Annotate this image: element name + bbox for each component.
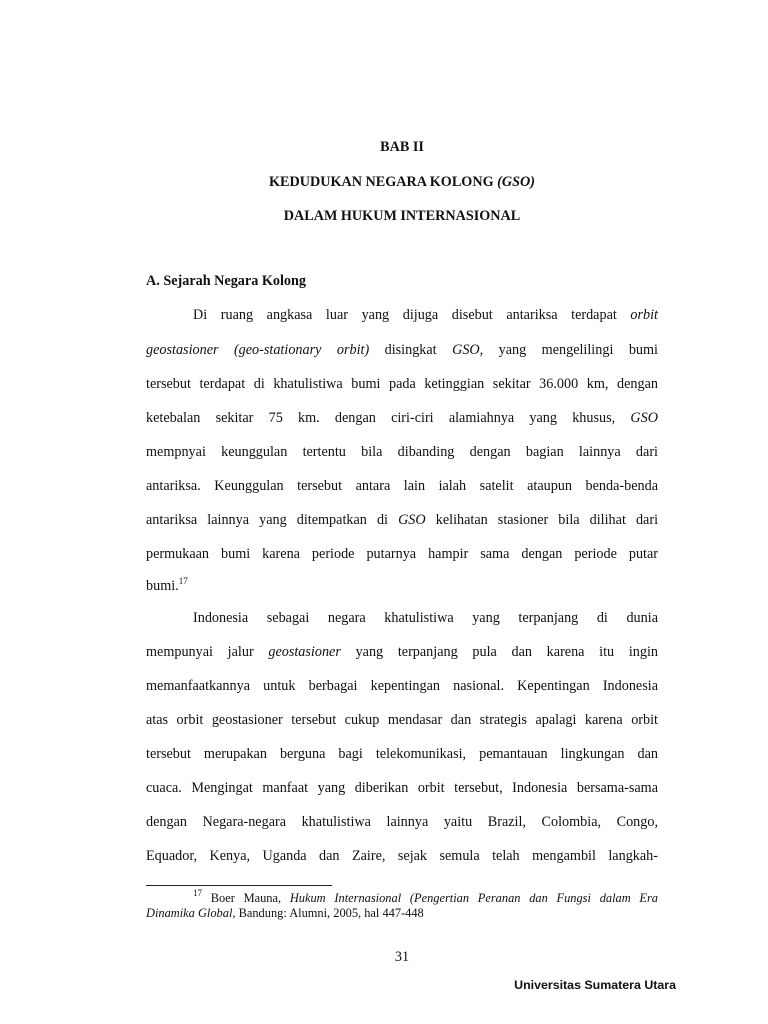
paragraph1-line: antariksa. Keunggulan tersebut antara lain ialah satelit ataupun benda-benda [146, 478, 658, 494]
footnote-divider [146, 885, 332, 886]
paragraph1-line: Di ruang angkasa luar yang dijuga disebut antariksa terdapat orbit [193, 307, 658, 323]
paragraph2-line: memanfaatkannya untuk berbagai kepentingan nasional. Kepentingan Indonesia [146, 678, 658, 694]
paragraph1-line: ketebalan sekitar 75 km. dengan ciri-ciri alamiahnya yang khusus, GSO [146, 410, 658, 426]
page-number: 31 [394, 949, 410, 965]
paragraph2-line: Indonesia sebagai negara khatulistiwa yang terpanjang di dunia [193, 610, 658, 626]
paragraph1-line: permukaan bumi karena periode putarnya hampir sama dengan periode putar [146, 546, 658, 562]
paragraph2-line: cuaca. Mengingat manfaat yang diberikan orbit tersebut, Indonesia bersama-sama [146, 780, 658, 796]
footnote-line: $^{17}$ Boer Mauna, Hukum Internasional (Pengertian Peranan dan Fungsi dalam Era [193, 888, 658, 905]
paragraph2-line: tersebut merupakan berguna bagi telekomunikasi, pemantauan lingkungan dan [146, 746, 658, 762]
chapter-title-main: KEDUDUKAN NEGARA KOLONG [268, 174, 494, 190]
chapter-title [0, 174, 768, 191]
footnote-reference: 17 [178, 576, 188, 586]
footnote-number: 17 [193, 888, 202, 898]
university-footer: Universitas Sumatera Utara [514, 978, 676, 992]
paragraph1-line: bumi.$^{17}$ [146, 576, 188, 594]
chapter-title-abbr: (GSO) [497, 174, 536, 190]
section-heading: A. Sejarah Negara Kolong [146, 273, 306, 289]
paragraph2-line: atas orbit geostasioner tersebut cukup mendasar dan strategis apalagi karena orbit [146, 712, 658, 728]
footnote-line: Dinamika Global, Bandung: Alumni, 2005, hal 447-448 [146, 906, 424, 920]
paragraph1-line: geostasioner (geo-stationary orbit) disingkat GSO, yang mengelilingi bumi [146, 342, 658, 358]
chapter-title-line2: DALAM HUKUM INTERNASIONAL [283, 208, 521, 224]
paragraph1-line: mempnyai keunggulan tertentu bila dibanding dengan bagian lainnya dari [146, 444, 658, 460]
paragraph1-line: tersebut terdapat di khatulistiwa bumi pada ketinggian sekitar 36.000 km, dengan [146, 376, 658, 392]
paragraph2-line: mempunyai jalur geostasioner yang terpanjang pula dan karena itu ingin [146, 644, 658, 660]
chapter-label: BAB II [380, 139, 424, 155]
paragraph2-line: Equador, Kenya, Uganda dan Zaire, sejak semula telah mengambil langkah- [146, 848, 658, 864]
paragraph1-line: antariksa lainnya yang ditempatkan di GSO kelihatan stasioner bila dilihat dari [146, 512, 659, 528]
paragraph2-line: dengan Negara-negara khatulistiwa lainnya yaitu Brazil, Colombia, Congo, [146, 814, 658, 830]
